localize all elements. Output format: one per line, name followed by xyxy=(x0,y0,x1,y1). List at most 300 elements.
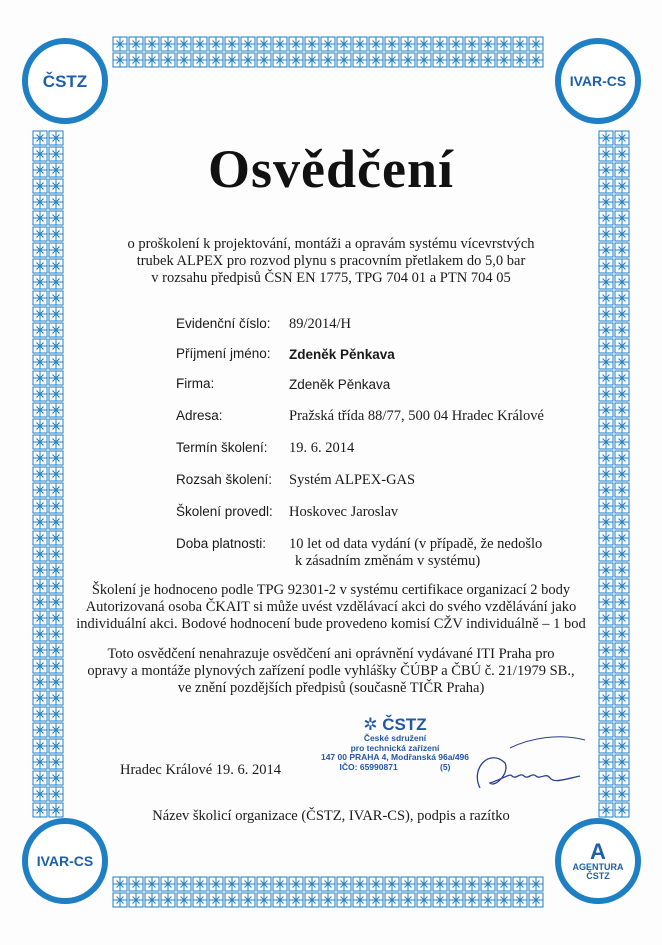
ivar-logo-bottom-left xyxy=(22,818,108,904)
border-motif xyxy=(513,53,527,67)
border-motif xyxy=(225,893,239,907)
border-motif xyxy=(599,483,613,497)
border-motif xyxy=(209,53,223,67)
border-motif xyxy=(49,707,63,721)
stamp-logo-text: ČSTZ xyxy=(382,715,427,734)
border-motif xyxy=(513,37,527,51)
address-value: Pražská třída 88/77, 500 04 Hradec Králové xyxy=(289,408,544,424)
border-motif xyxy=(49,755,63,769)
border-motif xyxy=(529,53,543,67)
border-motif xyxy=(177,893,191,907)
border-motif xyxy=(599,323,613,337)
border-motif xyxy=(401,893,415,907)
border-motif xyxy=(49,643,63,657)
border-motif xyxy=(599,755,613,769)
border-motif xyxy=(113,37,127,51)
footer-caption: Název školicí organizace (ČSTZ, IVAR-CS), podpis a razítko xyxy=(152,808,510,824)
border-motif xyxy=(615,435,629,449)
border-motif xyxy=(599,259,613,273)
border-motif xyxy=(497,893,511,907)
border-motif xyxy=(599,515,613,529)
border-motif xyxy=(599,659,613,673)
border-motif xyxy=(615,675,629,689)
border-motif xyxy=(599,611,613,625)
border-motif xyxy=(145,877,159,891)
border-motif xyxy=(599,307,613,321)
border-motif xyxy=(289,893,303,907)
border-motif xyxy=(433,893,447,907)
border-motif xyxy=(33,723,47,737)
border-motif xyxy=(225,877,239,891)
border-motif xyxy=(273,53,287,67)
agentura-logo-text xyxy=(573,841,624,881)
border-motif xyxy=(257,893,271,907)
border-motif xyxy=(161,877,175,891)
border-motif xyxy=(49,339,63,353)
border-motif xyxy=(177,877,191,891)
name-value: Zdeněk Pěnkava xyxy=(289,347,395,362)
border-motif xyxy=(129,37,143,51)
border-motif xyxy=(599,531,613,545)
border-motif xyxy=(49,323,63,337)
border-motif xyxy=(33,499,47,513)
stamp-line: České sdružení xyxy=(363,733,427,743)
border-motif xyxy=(615,515,629,529)
agentura-logo-bottom-right xyxy=(555,818,641,904)
border-motif xyxy=(241,37,255,51)
border-motif xyxy=(33,707,47,721)
border-motif xyxy=(129,877,143,891)
border-motif xyxy=(615,467,629,481)
border-motif xyxy=(49,435,63,449)
border-motif xyxy=(145,53,159,67)
border-motif xyxy=(599,339,613,353)
border-motif xyxy=(33,531,47,545)
border-motif xyxy=(615,451,629,465)
disclaimer-paragraph xyxy=(70,646,592,697)
border-motif xyxy=(33,227,47,241)
border-motif xyxy=(49,371,63,385)
disclaimer-line: opravy a montáže plynových zařízení podle vyhlášky ČÚBP a ČBÚ č. 21/1979 SB., xyxy=(87,663,575,679)
border-motif xyxy=(385,53,399,67)
border-motif xyxy=(615,227,629,241)
border-motif xyxy=(615,547,629,561)
border-motif xyxy=(615,211,629,225)
company-value: Zdeněk Pěnkava xyxy=(289,377,391,392)
border-motif xyxy=(615,371,629,385)
disclaimer-line: ve znění pozdějších předpisů (současně TIČR Praha) xyxy=(177,680,485,696)
border-motif xyxy=(599,467,613,481)
border-motif xyxy=(497,53,511,67)
border-motif xyxy=(305,53,319,67)
border-motif xyxy=(33,563,47,577)
border-motif xyxy=(129,53,143,67)
border-motif xyxy=(289,37,303,51)
border-motif xyxy=(465,877,479,891)
certificate-intro xyxy=(100,236,562,287)
border-motif xyxy=(465,37,479,51)
border-motif xyxy=(599,595,613,609)
border-motif xyxy=(599,739,613,753)
cstz-logo-top-left xyxy=(22,38,108,124)
agentura-label: AGENTURA xyxy=(572,862,624,872)
border-motif xyxy=(241,893,255,907)
validity-value xyxy=(289,536,589,570)
border-motif xyxy=(33,771,47,785)
border-motif xyxy=(257,877,271,891)
border-motif xyxy=(449,877,463,891)
border-motif xyxy=(615,707,629,721)
ivar-logo-top-right xyxy=(555,38,641,124)
border-motif xyxy=(49,291,63,305)
border-motif xyxy=(33,211,47,225)
border-motif xyxy=(129,893,143,907)
border-motif xyxy=(113,877,127,891)
border-motif xyxy=(49,243,63,257)
border-motif xyxy=(49,307,63,321)
border-motif xyxy=(49,419,63,433)
border-motif xyxy=(385,37,399,51)
border-motif xyxy=(369,53,383,67)
border-motif xyxy=(193,893,207,907)
border-motif xyxy=(305,877,319,891)
border-motif xyxy=(433,53,447,67)
trainer-value: Hoskovec Jaroslav xyxy=(289,504,399,520)
border-motif xyxy=(273,37,287,51)
evidence-value: 89/2014/H xyxy=(289,316,352,332)
border-motif xyxy=(513,877,527,891)
border-motif xyxy=(599,675,613,689)
border-motif xyxy=(49,563,63,577)
border-motif xyxy=(599,643,613,657)
border-motif xyxy=(33,403,47,417)
validity-line-1: 10 let od data vydání (v případě, že nedošlo xyxy=(289,536,543,552)
border-motif xyxy=(33,787,47,801)
border-motif xyxy=(193,37,207,51)
ivar-logo-text: IVAR-CS xyxy=(569,73,627,89)
border-motif xyxy=(599,355,613,369)
border-motif xyxy=(321,53,335,67)
border-motif xyxy=(615,563,629,577)
name-label: Příjmení jméno: xyxy=(176,346,271,361)
ivar-logo-text-bottom: IVAR-CS xyxy=(36,853,94,869)
border-motif xyxy=(497,37,511,51)
border-motif xyxy=(599,451,613,465)
stamp-mark: (5) xyxy=(440,761,451,772)
border-motif xyxy=(401,877,415,891)
border-motif xyxy=(401,37,415,51)
border-motif xyxy=(337,37,351,51)
border-motif xyxy=(353,893,367,907)
border-motif xyxy=(465,53,479,67)
border-motif xyxy=(417,877,431,891)
border-motif xyxy=(209,893,223,907)
border-motif xyxy=(241,877,255,891)
scope-label: Rozsah školení: xyxy=(176,472,273,487)
border-motif xyxy=(321,877,335,891)
border-motif xyxy=(615,611,629,625)
border-motif xyxy=(49,451,63,465)
border-motif xyxy=(599,691,613,705)
border-motif xyxy=(33,451,47,465)
border-motif xyxy=(113,53,127,67)
border-motif xyxy=(33,435,47,449)
border-motif xyxy=(49,579,63,593)
border-motif xyxy=(433,877,447,891)
border-motif xyxy=(615,291,629,305)
validity-line-2: k zásadním změnám v systému) xyxy=(295,553,481,569)
border-motif xyxy=(49,547,63,561)
border-motif xyxy=(49,355,63,369)
border-motif xyxy=(33,659,47,673)
border-motif xyxy=(615,387,629,401)
border-motif xyxy=(417,53,431,67)
border-motif xyxy=(49,627,63,641)
border-motif xyxy=(49,787,63,801)
border-motif xyxy=(615,243,629,257)
border-motif xyxy=(599,499,613,513)
border-motif xyxy=(369,37,383,51)
border-motif xyxy=(615,643,629,657)
border-motif xyxy=(481,877,495,891)
border-motif xyxy=(599,243,613,257)
border-motif xyxy=(33,419,47,433)
border-motif xyxy=(599,787,613,801)
border-motif xyxy=(599,419,613,433)
border-motif xyxy=(529,37,543,51)
border-motif xyxy=(369,877,383,891)
border-motif xyxy=(177,53,191,67)
border-motif xyxy=(449,37,463,51)
border-motif xyxy=(33,739,47,753)
border-motif xyxy=(225,53,239,67)
border-motif xyxy=(49,739,63,753)
border-motif xyxy=(599,211,613,225)
border-motif xyxy=(33,307,47,321)
border-motif xyxy=(513,893,527,907)
border-motif xyxy=(599,771,613,785)
border-motif xyxy=(193,53,207,67)
border-motif xyxy=(49,675,63,689)
border-motif xyxy=(481,37,495,51)
border-motif xyxy=(529,893,543,907)
border-motif xyxy=(33,627,47,641)
border-motif xyxy=(49,691,63,705)
border-motif xyxy=(369,893,383,907)
border-motif xyxy=(599,371,613,385)
border-motif xyxy=(599,547,613,561)
border-motif xyxy=(615,579,629,593)
company-label: Firma: xyxy=(176,376,215,391)
border-motif xyxy=(33,259,47,273)
border-motif xyxy=(273,893,287,907)
evaluation-paragraph xyxy=(70,582,592,633)
border-motif xyxy=(49,659,63,673)
agentura-a-icon: A xyxy=(590,839,606,864)
border-motif xyxy=(177,37,191,51)
border-motif xyxy=(209,37,223,51)
stamp-line: 147 00 PRAHA 4, Modřanská 96a/496 xyxy=(320,752,470,762)
border-motif xyxy=(599,627,613,641)
border-motif xyxy=(33,691,47,705)
border-motif xyxy=(257,53,271,67)
border-motif xyxy=(49,387,63,401)
evidence-label: Evidenční číslo: xyxy=(176,316,271,331)
border-motif xyxy=(417,893,431,907)
border-motif xyxy=(615,339,629,353)
border-motif xyxy=(599,291,613,305)
date-value: 19. 6. 2014 xyxy=(289,440,355,456)
border-motif xyxy=(529,877,543,891)
border-motif xyxy=(615,723,629,737)
border-motif xyxy=(481,893,495,907)
border-motif xyxy=(289,877,303,891)
border-motif xyxy=(615,627,629,641)
address-label: Adresa: xyxy=(176,408,223,423)
border-motif xyxy=(49,531,63,545)
border-motif xyxy=(615,771,629,785)
border-motif xyxy=(481,53,495,67)
border-motif xyxy=(449,893,463,907)
border-motif xyxy=(615,307,629,321)
border-motif xyxy=(615,531,629,545)
border-motif xyxy=(241,53,255,67)
border-motif xyxy=(599,227,613,241)
border-motif xyxy=(49,483,63,497)
border-motif xyxy=(289,53,303,67)
border-motif xyxy=(33,483,47,497)
border-motif xyxy=(615,323,629,337)
border-motif xyxy=(113,893,127,907)
border-motif xyxy=(33,355,47,369)
border-motif xyxy=(145,893,159,907)
border-motif xyxy=(161,53,175,67)
cstz-logo-text: ČSTZ xyxy=(42,71,88,91)
border-motif xyxy=(193,877,207,891)
border-motif xyxy=(599,275,613,289)
border-motif xyxy=(33,579,47,593)
stamp-logo: ✲ ČSTZ xyxy=(363,715,427,734)
border-motif xyxy=(615,275,629,289)
border-motif xyxy=(33,755,47,769)
stamp-line: pro technická zařízení xyxy=(350,742,440,753)
border-motif xyxy=(49,259,63,273)
border-motif xyxy=(33,515,47,529)
border-motif xyxy=(209,877,223,891)
border-motif xyxy=(49,723,63,737)
border-motif xyxy=(599,579,613,593)
border-motif xyxy=(33,243,47,257)
border-motif xyxy=(337,53,351,67)
border-motif xyxy=(33,339,47,353)
border-motif xyxy=(599,403,613,417)
border-motif xyxy=(599,387,613,401)
border-motif xyxy=(161,37,175,51)
border-motif xyxy=(49,403,63,417)
border-motif xyxy=(615,691,629,705)
border-motif xyxy=(33,595,47,609)
border-motif xyxy=(353,53,367,67)
border-motif xyxy=(337,877,351,891)
border-motif xyxy=(49,595,63,609)
border-motif xyxy=(599,707,613,721)
border-motif xyxy=(49,499,63,513)
border-motif xyxy=(615,483,629,497)
border-motif xyxy=(33,611,47,625)
evaluation-line: Autorizovaná osoba ČKAIT si může uvést vzdělávací akci do svého vzdělávání jako xyxy=(85,599,577,615)
border-motif xyxy=(33,323,47,337)
border-motif xyxy=(385,877,399,891)
border-motif xyxy=(225,37,239,51)
border-motif xyxy=(273,877,287,891)
agentura-sub-label: ČSTZ xyxy=(586,871,610,881)
border-motif xyxy=(353,37,367,51)
border-motif xyxy=(615,355,629,369)
border-motif xyxy=(257,37,271,51)
border-motif xyxy=(337,893,351,907)
border-motif xyxy=(161,893,175,907)
trainer-label: Školení provedl: xyxy=(176,504,273,519)
stamp-ico: IČO: 65990871 xyxy=(339,761,398,772)
intro-line: o proškolení k projektování, montáži a opravám systému vícevrstvých xyxy=(127,236,535,252)
border-motif xyxy=(49,211,63,225)
border-motif xyxy=(615,595,629,609)
border-motif xyxy=(497,877,511,891)
validity-label: Doba platnosti: xyxy=(176,536,267,551)
border-motif xyxy=(49,227,63,241)
border-motif xyxy=(33,291,47,305)
border-motif xyxy=(599,723,613,737)
border-motif xyxy=(449,53,463,67)
border-motif xyxy=(433,37,447,51)
border-motif xyxy=(49,467,63,481)
border-motif xyxy=(615,419,629,433)
border-motif xyxy=(401,53,415,67)
border-motif xyxy=(599,563,613,577)
certificate-title: Osvědčení xyxy=(208,139,454,199)
border-motif xyxy=(465,893,479,907)
handwritten-signature xyxy=(450,728,590,798)
border-motif xyxy=(33,275,47,289)
border-motif xyxy=(615,787,629,801)
border-motif xyxy=(33,547,47,561)
border-motif xyxy=(49,515,63,529)
scope-value: Systém ALPEX-GAS xyxy=(289,472,416,488)
border-motif xyxy=(615,499,629,513)
border-motif xyxy=(33,371,47,385)
border-motif xyxy=(145,37,159,51)
border-motif xyxy=(49,275,63,289)
border-motif xyxy=(49,611,63,625)
border-motif xyxy=(615,259,629,273)
border-motif xyxy=(305,37,319,51)
intro-line: v rozsahu předpisů ČSN EN 1775, TPG 704 01 a PTN 704 05 xyxy=(151,270,511,286)
border-motif xyxy=(321,893,335,907)
evaluation-line: Školení je hodnoceno podle TPG 92301-2 v systému certifikace organizací 2 body xyxy=(91,582,571,598)
border-motif xyxy=(33,675,47,689)
date-label: Termín školení: xyxy=(176,440,268,455)
border-motif xyxy=(305,893,319,907)
border-motif xyxy=(33,387,47,401)
border-motif xyxy=(321,37,335,51)
border-motif xyxy=(615,755,629,769)
border-motif xyxy=(33,467,47,481)
evaluation-line: individuální akci. Bodové hodnocení bude provedeno komisí CŽV individuálně – 1 bod xyxy=(76,616,586,632)
border-motif xyxy=(385,893,399,907)
border-motif xyxy=(353,877,367,891)
border-motif xyxy=(49,771,63,785)
border-motif xyxy=(33,643,47,657)
